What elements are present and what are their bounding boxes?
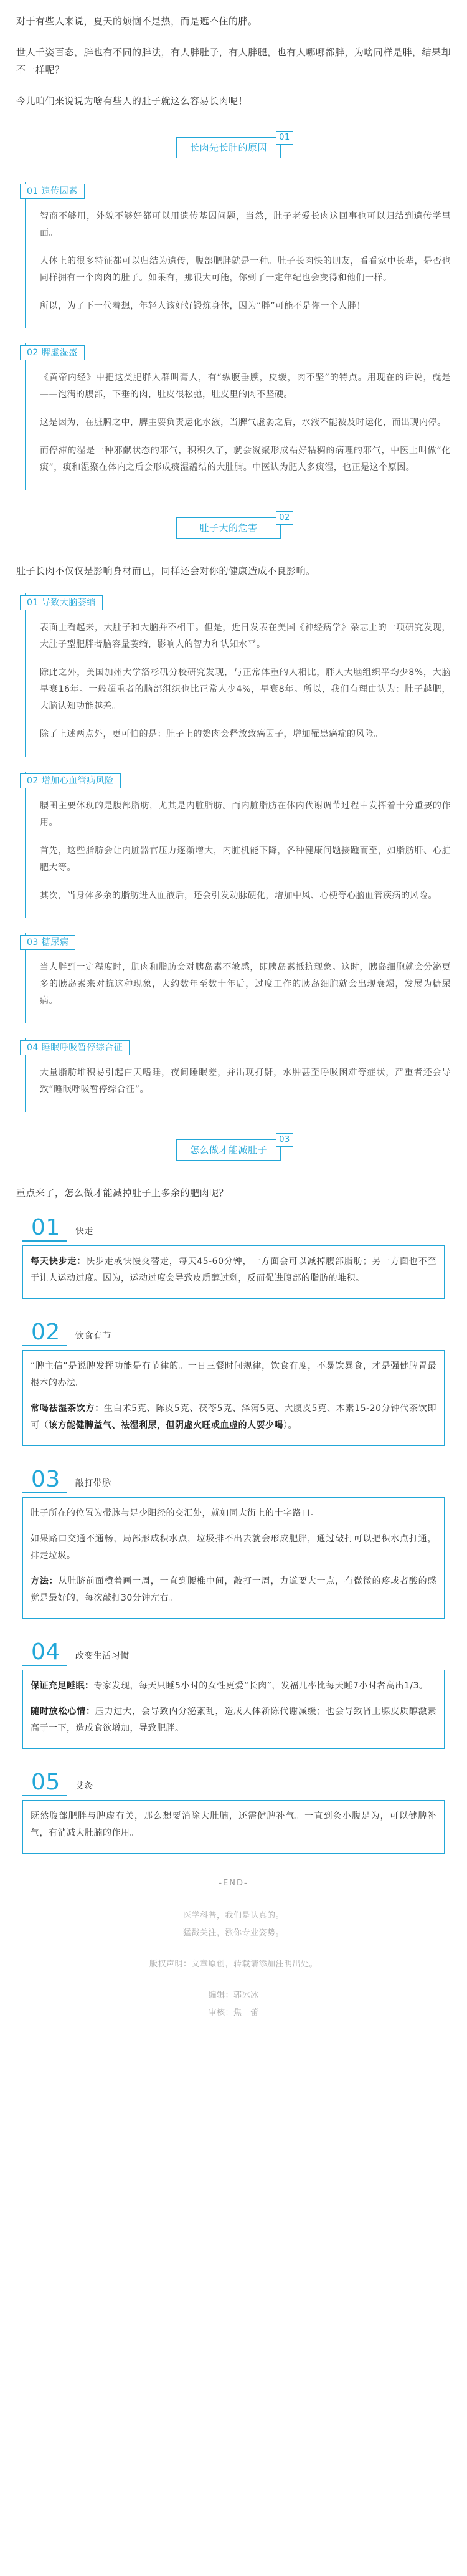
method-number: 02 bbox=[22, 1320, 67, 1346]
paragraph: 其次，当身体多余的脂肪进入血液后，还会引发动脉硬化，增加中风、心梗等心脑血管疾病的风险。 bbox=[40, 891, 437, 901]
method-paragraph bbox=[31, 1253, 436, 1287]
paragraph: 而停滞的湿是一种邪献状态的邪气，积积久了，就会凝聚形成粘好粘稠的病理的邪气，中医上叫做“化痰”，痰和湿聚在体内之后会形成痰湿蕴结的大肚腩。中医认为肥人多痰湿，也正是这个原因。 bbox=[40, 446, 451, 472]
paragraph: 所以，为了下一代着想，年轻人该好好锻炼身体，因为“胖”可能不是你一个人胖！ bbox=[40, 301, 366, 311]
subsection-spleen-dampness bbox=[25, 343, 451, 490]
paragraph: 当人胖到一定程度时，肌肉和脂肪会对胰岛素不敏感，即胰岛素抵抗现象。这时，胰岛细胞就会分泌更多的胰岛素来对抗这种现象，大约数年至数十年后，过度工作的胰岛细胞就会出现衰竭，发展为糖尿病。 bbox=[40, 962, 451, 1006]
subsection-sleep-apnea bbox=[25, 1038, 451, 1112]
paragraph-tail: ）。 bbox=[283, 1420, 297, 1430]
method-tapping bbox=[22, 1467, 445, 1619]
method-paragraph bbox=[31, 1573, 436, 1607]
subsection-title: 04 睡眠呼吸暂停综合征 bbox=[20, 1040, 130, 1055]
footer-line: 医学科普，我们是认真的。 bbox=[182, 1911, 284, 1920]
intro-paragraph: 对于有些人来说，夏天的烦恼不是热，而是遮不住的胖。 bbox=[16, 16, 258, 27]
end-marker: -END- bbox=[219, 1879, 248, 1888]
method-number: 03 bbox=[22, 1467, 67, 1493]
method-paragraph bbox=[31, 1531, 436, 1564]
method-number: 01 bbox=[22, 1215, 67, 1242]
subsection-cardiovascular bbox=[25, 772, 451, 918]
paragraph-text: 肚子所在的位置为带脉与足少阳经的交汇处，就如同大街上的十字路口。 bbox=[31, 1508, 319, 1518]
editor-credit: 编辑：郭冰冰 bbox=[208, 1991, 259, 2000]
paragraph-text: 从肚脐前面横着画一周，一直到腰椎中间，敲打一周，力道要大一点，有微微的疼或者酸的感觉是最好的，每次敲打30分钟左右。 bbox=[31, 1576, 437, 1603]
paragraph: 大量脂肪堆积易引起白天嗜睡，夜间睡眠差，并出现打鼾，水肿甚至呼吸困难等症状，严重者还会导致“睡眠呼吸暂停综合征”。 bbox=[40, 1068, 451, 1094]
bold-lead: 常喝祛湿茶饮方： bbox=[31, 1404, 105, 1414]
paragraph-text: 如果路口交通不通畅，局部形成积水点，垃圾排不出去就会形成肥胖，通过敲打可以把积水点打通，排走垃圾。 bbox=[31, 1534, 436, 1561]
method-moxibustion bbox=[22, 1770, 445, 1854]
copyright-notice: 版权声明：文章原创，转载请添加注明出处。 bbox=[149, 1960, 318, 1969]
paragraph-text: 既然腹部肥胖与脾虚有关，那么想要消除大肚腩，还需健脾补气。一直到灸小腹足为，可以健脾补气，有消减大肚腩的作用。 bbox=[31, 1811, 436, 1838]
method-title: 改变生活习惯 bbox=[75, 1651, 130, 1661]
paragraph: 除了上述两点外，更可怕的是：肚子上的赘肉会释放致癌因子，增加罹患癌症的风险。 bbox=[40, 729, 383, 739]
method-body bbox=[22, 1497, 445, 1619]
method-title: 敲打带脉 bbox=[75, 1478, 111, 1488]
method-title: 饮食有节 bbox=[75, 1331, 111, 1341]
bold-lead: 随时放松心情： bbox=[31, 1707, 95, 1717]
section-title: 怎么做才能减肚子 bbox=[176, 1139, 281, 1161]
section-title: 长肉先长肚的原因 bbox=[176, 137, 281, 158]
method-body bbox=[22, 1800, 445, 1854]
method-number: 04 bbox=[22, 1640, 67, 1666]
paragraph: 人体上的很多特征都可以归结为遗传，腹部肥胖就是一种。肚子长肉快的朋友，看看家中长辈，是否也同样拥有一个肉肉的肚子。如果有，那很大可能，你到了一定年纪也会变得和他们一样。 bbox=[40, 256, 451, 283]
subsection-diabetes bbox=[25, 933, 451, 1023]
bold-lead: 每天快步走： bbox=[31, 1257, 87, 1266]
subsection-brain bbox=[25, 593, 451, 757]
subsection-title: 03 糖尿病 bbox=[20, 935, 75, 950]
section-number: 01 bbox=[276, 131, 293, 145]
paragraph: 腰围主要体现的是腹部脂肪，尤其是内脏脂肪。而内脏脂肪在体内代谢调节过程中发挥着十分重要的作用。 bbox=[40, 801, 451, 828]
method-paragraph bbox=[31, 1678, 436, 1695]
paragraph: 《黄帝内经》中把这类肥胖人群叫膏人，有“纵腹垂腴，皮缓，肉不坚”的特点。用现在的话说，就是——饱满的腹部，下垂的肉，肚皮很松弛，肚皮里的肉不坚硬。 bbox=[40, 373, 451, 400]
method-walking bbox=[22, 1215, 445, 1299]
section-lead: 重点来了，怎么做才能减掉肚子上多余的肥肉呢？ bbox=[16, 1187, 229, 1199]
method-body bbox=[22, 1245, 445, 1299]
section-heading-causes bbox=[172, 131, 295, 160]
bold-warning: 该方能健脾益气、祛湿利尿，但阴虚火旺或血虚的人要少喝 bbox=[49, 1420, 283, 1430]
method-paragraph bbox=[31, 1401, 436, 1434]
method-paragraph bbox=[31, 1703, 436, 1737]
method-number: 05 bbox=[22, 1770, 67, 1796]
subsection-title: 01 导致大脑萎缩 bbox=[20, 595, 103, 610]
paragraph-text: 专家发现，每天只睡5小时的女性更爱“长肉”，发福几率比每天睡7小时者高出1/3。 bbox=[93, 1681, 428, 1691]
reviewer-credit: 审核：焦 蕾 bbox=[208, 2008, 259, 2018]
method-diet bbox=[22, 1320, 445, 1446]
intro bbox=[16, 12, 451, 110]
subsection-title: 01 遗传因素 bbox=[20, 184, 85, 199]
section-heading-methods bbox=[172, 1133, 295, 1162]
method-title: 快走 bbox=[75, 1227, 93, 1237]
method-paragraph bbox=[31, 1505, 436, 1522]
subsection-title: 02 增加心血管病风险 bbox=[20, 773, 121, 788]
section-number: 02 bbox=[276, 511, 293, 525]
section-title: 肚子大的危害 bbox=[176, 517, 281, 539]
section-number: 03 bbox=[276, 1133, 293, 1147]
method-paragraph bbox=[31, 1358, 436, 1392]
footer-line: 猛戳关注，涨你专业姿势。 bbox=[182, 1928, 284, 1938]
method-lifestyle bbox=[22, 1640, 445, 1749]
paragraph-text: 快步走或快慢交替走，每天45-60分钟，一方面会可以减掉腹部脂肪；另一方面也不至于让人运动过度。因为，运动过度会导致皮质醇过剩，反而促进腹部的脂肪的堆积。 bbox=[31, 1257, 437, 1283]
intro-paragraph: 世人千姿百态，胖也有不同的胖法，有人胖肚子，有人胖腿，也有人哪哪都胖，为啥同样是胖，结果却不一样呢？ bbox=[16, 47, 451, 75]
paragraph-text: “脾主信”是说脾发挥功能是有节律的。一日三餐时间规律，饮食有度，不暴饮暴食，才是强健脾胃最根本的办法。 bbox=[31, 1361, 436, 1388]
paragraph: 智商不够用，外貌不够好都可以用遗传基因问题，当然，肚子老爱长肉这回事也可以归结到遗传学里面。 bbox=[40, 211, 451, 238]
section-heading-harm bbox=[172, 511, 295, 540]
intro-paragraph: 今儿咱们来说说为啥有些人的肚子就这么容易长肉呢！ bbox=[16, 95, 248, 107]
section-lead: 肚子长肉不仅仅是影响身材而已，同样还会对你的健康造成不良影响。 bbox=[16, 565, 316, 577]
paragraph-text: 生白术5克、陈皮5克、茯苓5克、泽泻5克、大腹皮5克、木素15-20分钟代茶饮即可（ bbox=[31, 1404, 437, 1430]
paragraph-text: 压力过大，会导致内分泌紊乱，造成人体新陈代谢减缓；也会导致肾上腺皮质醇激素高于一下，造成食欲增加，导致肥胖。 bbox=[31, 1707, 436, 1733]
method-body bbox=[22, 1350, 445, 1446]
method-body bbox=[22, 1670, 445, 1749]
bold-lead: 方法： bbox=[31, 1576, 59, 1586]
subsection-genetics bbox=[25, 182, 451, 328]
bold-lead: 保证充足睡眠： bbox=[31, 1681, 94, 1691]
paragraph: 这是因为，在脏腑之中，脾主要负责运化水液，当脾气虚弱之后，水液不能被及时运化，而出现内停。 bbox=[40, 418, 446, 428]
subsection-title: 02 脾虚湿盛 bbox=[20, 345, 85, 360]
method-paragraph bbox=[31, 1808, 436, 1842]
paragraph: 除此之外，美国加州大学洛杉矶分校研究发现，与正常体重的人相比，胖人大脑组织平均少8%，大脑早衰16年。一般超重者的脑部组织也比正常人少4%，早衰8年。所以，我们有理由认为：肚子越肥，大脑认知功能越差。 bbox=[40, 668, 451, 711]
paragraph: 表面上看起来，大肚子和大脑并不相干。但是，近日发表在美国《神经病学》杂志上的一项研究发现，大肚子型肥胖者脑容量萎缩，影响人的智力和认知水平。 bbox=[40, 623, 451, 649]
paragraph: 首先，这些脂肪会让内脏器官压力逐渐增大，内脏机能下降，各种健康问题接踵而至，如脂肪肝、心脏肥大等。 bbox=[40, 846, 451, 873]
footer bbox=[16, 1907, 451, 2022]
method-title: 艾灸 bbox=[75, 1781, 93, 1791]
